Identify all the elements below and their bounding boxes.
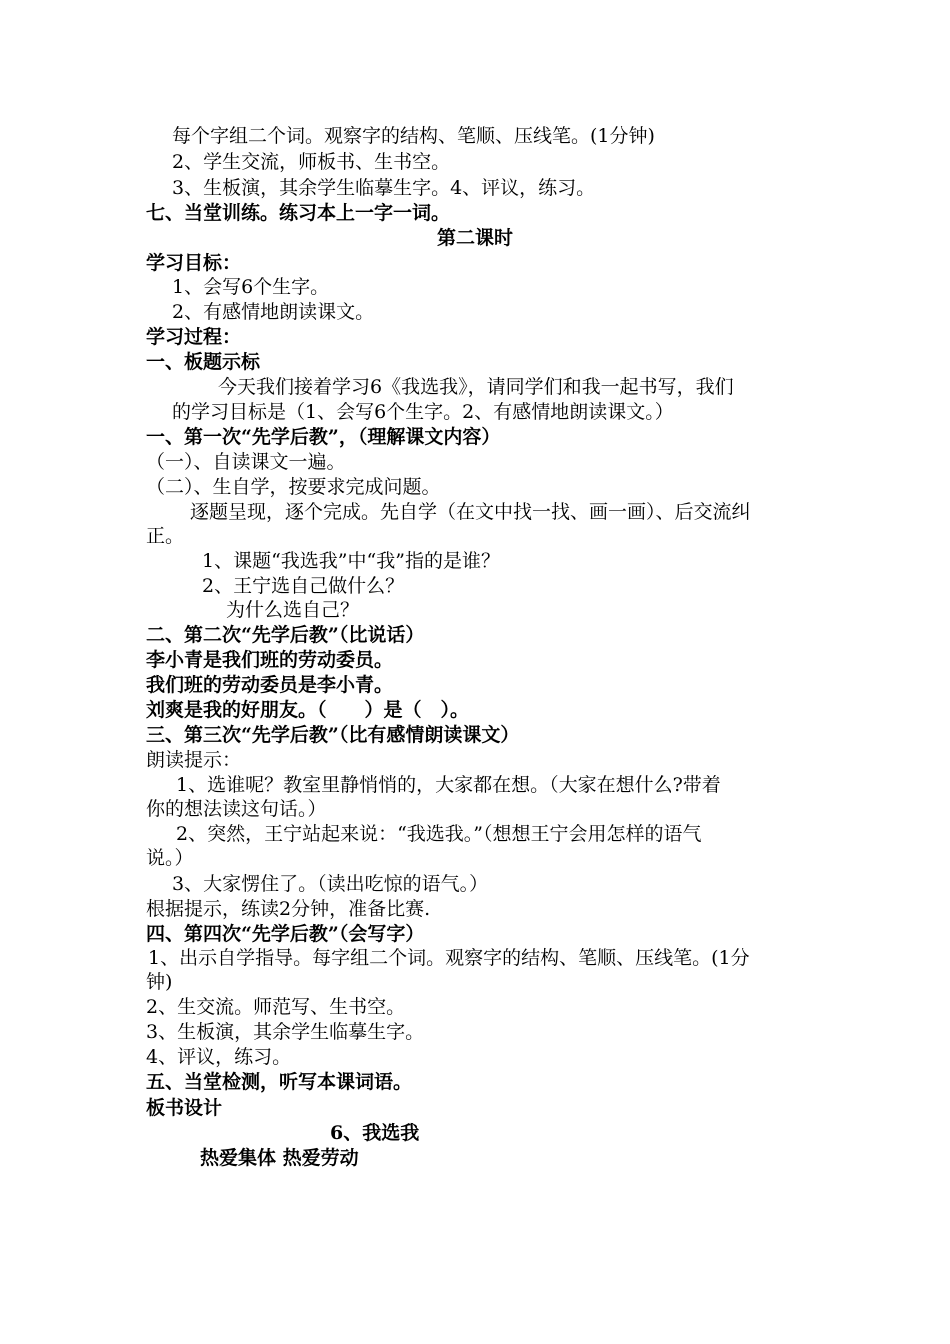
section-heading: 一、第一次“先学后教”，（理解课文内容） — [146, 426, 501, 448]
text-line: 为什么选自己？ — [226, 599, 360, 621]
text-line: 1、出示自学指导。每字组二个词。观察字的结构、笔顺、压线笔。(1分 — [148, 947, 750, 969]
text-line-bold: 我们班的劳动委员是李小青。 — [146, 674, 394, 696]
text-line: 1、会写6个生字。 — [172, 276, 330, 298]
text-line-bold: 刘爽是我的好朋友。（ ）是（ ）。 — [146, 699, 470, 721]
text-line: 2、突然，王宁站起来说：“我选我。”（想想王宁会用怎样的语气 — [176, 823, 702, 845]
text-line-bold: 李小青是我们班的劳动委员。 — [146, 649, 394, 671]
text-line: 你的想法读这句话。） — [146, 798, 327, 820]
section-heading: 七、当堂训练。练习本上一字一词。 — [146, 202, 451, 224]
text-line: 朗读提示： — [146, 749, 242, 771]
board-content: 热爱集体 热爱劳动 — [200, 1147, 359, 1169]
text-line: （二）、生自学，按要求完成问题。 — [146, 476, 441, 498]
text-line: 2、学生交流，师板书、生书空。 — [172, 151, 451, 173]
board-title: 6、我选我 — [330, 1122, 420, 1144]
text-line: 3、生板演，其余学生临摹生字。4、评议，练习。 — [172, 177, 596, 199]
text-line: 的学习目标是（1、会写6个生字。2、有感情地朗读课文。） — [172, 401, 674, 423]
section-heading: 四、第四次“先学后教”（会写字） — [146, 923, 425, 945]
text-line: 4、评议，练习。 — [146, 1046, 292, 1068]
text-line: 1、选谁呢？教室里静悄悄的，大家都在想。（大家在想什么?带着 — [176, 774, 721, 796]
text-line: 3、生板演，其余学生临摹生字。 — [146, 1021, 425, 1043]
section-heading: 学习目标： — [146, 252, 242, 274]
text-line: 2、王宁选自己做什么？ — [202, 575, 405, 597]
section-heading: 三、第三次“先学后教”（比有感情朗读课文） — [146, 724, 520, 746]
text-line: 根据提示，练读2分钟，准备比赛. — [146, 898, 431, 920]
text-line: 每个字组二个词。观察字的结构、笔顺、压线笔。(1分钟) — [172, 125, 655, 147]
section-heading: 学习过程： — [146, 326, 242, 348]
section-heading: 二、第二次“先学后教”（比说话） — [146, 624, 425, 646]
lesson-title: 第二课时 — [436, 227, 513, 249]
text-line: 2、有感情地朗读课文。 — [172, 301, 375, 323]
text-line: 3、大家愣住了。（读出吃惊的语气。） — [172, 873, 489, 895]
text-line: 1、课题“我选我”中“我”指的是谁？ — [202, 550, 500, 572]
text-line: 说。） — [146, 847, 194, 869]
text-line: 2、生交流。师范写、生书空。 — [146, 996, 406, 1018]
text-line: （一）、自读课文一遍。 — [146, 451, 346, 473]
text-line: 今天我们接着学习6《我选我》，请同学们和我一起书写，我们 — [218, 376, 734, 398]
section-heading: 五、当堂检测，听写本课词语。 — [146, 1071, 413, 1093]
section-heading: 一、板题示标 — [146, 351, 261, 373]
text-line: 钟) — [146, 971, 173, 993]
section-heading: 板书设计 — [146, 1097, 223, 1119]
text-line: 正。 — [146, 525, 185, 547]
text-line: 逐题呈现，逐个完成。先自学（在文中找一找、画一画）、后交流纠 — [190, 501, 751, 523]
